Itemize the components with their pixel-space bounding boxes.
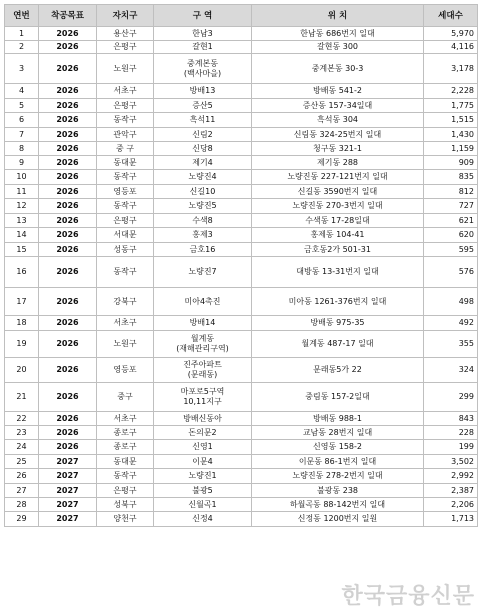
cell-location: 신길동 3590번지 일대 [252, 185, 424, 199]
table-row [5, 214, 478, 228]
cell-index: 1 [5, 27, 39, 41]
cell-location: 노량진동 278-2번지 일대 [252, 469, 424, 484]
cell-zone: 신정4 [154, 512, 252, 527]
cell-district: 강북구 [97, 288, 154, 316]
cell-zone: 노량진1 [154, 469, 252, 484]
cell-zone: 신영1 [154, 440, 252, 455]
table-row [5, 498, 478, 512]
cell-index: 6 [5, 113, 39, 128]
cell-location: 노량진동 227-121번지 일대 [252, 170, 424, 185]
cell-district: 중구 [97, 383, 154, 412]
cell-district: 관악구 [97, 128, 154, 142]
cell-location: 이문동 86-1번지 일대 [252, 455, 424, 469]
table-row [5, 228, 478, 243]
cell-target-year: 2026 [39, 228, 97, 243]
cell-households: 228 [424, 426, 478, 440]
cell-target-year: 2026 [39, 214, 97, 228]
watermark: 한국금융신문 [341, 584, 475, 609]
cell-index: 28 [5, 498, 39, 512]
cell-target-year: 2026 [39, 128, 97, 142]
cell-district: 동작구 [97, 469, 154, 484]
cell-district: 종로구 [97, 426, 154, 440]
cell-index: 22 [5, 412, 39, 426]
cell-zone: 한남3 [154, 27, 252, 41]
cell-district: 동작구 [97, 113, 154, 128]
cell-target-year: 2026 [39, 316, 97, 331]
cell-district: 은평구 [97, 99, 154, 113]
header-district: 자치구 [97, 5, 154, 27]
cell-households: 1,515 [424, 113, 478, 128]
header-target-year: 착공목표 [39, 5, 97, 27]
cell-index: 3 [5, 54, 39, 84]
cell-index: 9 [5, 156, 39, 170]
cell-location: 방배동 988-1 [252, 412, 424, 426]
cell-households: 2,387 [424, 484, 478, 498]
cell-district: 동대문 [97, 455, 154, 469]
cell-target-year: 2026 [39, 113, 97, 128]
table-row [5, 455, 478, 469]
cell-index: 13 [5, 214, 39, 228]
cell-zone: 미아4촉진 [154, 288, 252, 316]
cell-target-year: 2026 [39, 257, 97, 288]
cell-index: 7 [5, 128, 39, 142]
cell-target-year: 2027 [39, 484, 97, 498]
cell-target-year: 2026 [39, 243, 97, 257]
cell-zone: 신림2 [154, 128, 252, 142]
cell-target-year: 2026 [39, 99, 97, 113]
cell-district: 서초구 [97, 412, 154, 426]
cell-target-year: 2026 [39, 412, 97, 426]
cell-target-year: 2027 [39, 512, 97, 527]
cell-households: 835 [424, 170, 478, 185]
table-row [5, 199, 478, 214]
cell-index: 25 [5, 455, 39, 469]
cell-location: 방배동 975-35 [252, 316, 424, 331]
table-row [5, 512, 478, 527]
cell-district: 서초구 [97, 316, 154, 331]
cell-households: 492 [424, 316, 478, 331]
cell-zone: 이문4 [154, 455, 252, 469]
cell-target-year: 2026 [39, 426, 97, 440]
cell-index: 8 [5, 142, 39, 156]
cell-target-year: 2026 [39, 185, 97, 199]
table-row [5, 358, 478, 383]
table-row [5, 156, 478, 170]
cell-target-year: 2026 [39, 199, 97, 214]
cell-index: 29 [5, 512, 39, 527]
table-row [5, 484, 478, 498]
cell-location: 한남동 686번지 일대 [252, 27, 424, 41]
cell-households: 2,992 [424, 469, 478, 484]
cell-index: 17 [5, 288, 39, 316]
header-index: 연번 [5, 5, 39, 27]
cell-index: 19 [5, 331, 39, 358]
cell-district: 양천구 [97, 512, 154, 527]
cell-households: 1,775 [424, 99, 478, 113]
cell-district: 종로구 [97, 440, 154, 455]
cell-households: 498 [424, 288, 478, 316]
cell-index: 20 [5, 358, 39, 383]
cell-district: 성북구 [97, 498, 154, 512]
table-row [5, 113, 478, 128]
cell-district: 서초구 [97, 84, 154, 99]
cell-index: 10 [5, 170, 39, 185]
cell-index: 18 [5, 316, 39, 331]
header-households: 세대수 [424, 5, 478, 27]
cell-index: 16 [5, 257, 39, 288]
cell-location: 교남동 28번지 일대 [252, 426, 424, 440]
table-row [5, 128, 478, 142]
table-row [5, 54, 478, 84]
cell-target-year: 2027 [39, 498, 97, 512]
cell-households: 843 [424, 412, 478, 426]
cell-index: 14 [5, 228, 39, 243]
cell-location: 제기동 288 [252, 156, 424, 170]
table-row [5, 316, 478, 331]
cell-households: 1,713 [424, 512, 478, 527]
cell-zone: 제기4 [154, 156, 252, 170]
cell-district: 동작구 [97, 257, 154, 288]
cell-district: 동대문 [97, 156, 154, 170]
cell-district: 은평구 [97, 214, 154, 228]
cell-index: 21 [5, 383, 39, 412]
table-row [5, 142, 478, 156]
cell-district: 동작구 [97, 170, 154, 185]
cell-district: 동작구 [97, 199, 154, 214]
cell-households: 4,116 [424, 41, 478, 54]
cell-zone: 신월곡1 [154, 498, 252, 512]
cell-zone: 불광5 [154, 484, 252, 498]
cell-location: 갈현동 300 [252, 41, 424, 54]
cell-location: 흑석동 304 [252, 113, 424, 128]
cell-index: 26 [5, 469, 39, 484]
cell-zone: 신길10 [154, 185, 252, 199]
header-zone: 구 역 [154, 5, 252, 27]
cell-target-year: 2026 [39, 142, 97, 156]
cell-target-year: 2026 [39, 156, 97, 170]
cell-zone: 금호16 [154, 243, 252, 257]
table-row [5, 99, 478, 113]
table-row [5, 243, 478, 257]
cell-index: 27 [5, 484, 39, 498]
cell-zone: 노량진7 [154, 257, 252, 288]
cell-district: 노원구 [97, 331, 154, 358]
table-body [5, 27, 478, 527]
cell-zone: 방배신동아 [154, 412, 252, 426]
cell-district: 은평구 [97, 41, 154, 54]
table-row [5, 257, 478, 288]
cell-zone: 중계본동 (백사마을) [154, 54, 252, 84]
cell-index: 5 [5, 99, 39, 113]
header-row [5, 5, 478, 27]
cell-location: 불광동 238 [252, 484, 424, 498]
cell-households: 5,970 [424, 27, 478, 41]
cell-district: 은평구 [97, 484, 154, 498]
cell-district: 용산구 [97, 27, 154, 41]
cell-households: 199 [424, 440, 478, 455]
cell-district: 성동구 [97, 243, 154, 257]
table-row [5, 331, 478, 358]
cell-zone: 월계동 (재해관리구역) [154, 331, 252, 358]
cell-households: 299 [424, 383, 478, 412]
cell-zone: 홍제3 [154, 228, 252, 243]
cell-households: 909 [424, 156, 478, 170]
cell-target-year: 2026 [39, 170, 97, 185]
cell-index: 12 [5, 199, 39, 214]
cell-index: 24 [5, 440, 39, 455]
cell-district: 서대문 [97, 228, 154, 243]
cell-target-year: 2026 [39, 41, 97, 54]
table-row [5, 383, 478, 412]
cell-zone: 마포로5구역 10,11지구 [154, 383, 252, 412]
cell-zone: 흑석11 [154, 113, 252, 128]
table-header [5, 5, 478, 27]
cell-target-year: 2026 [39, 84, 97, 99]
cell-households: 812 [424, 185, 478, 199]
cell-zone: 방배14 [154, 316, 252, 331]
cell-target-year: 2026 [39, 383, 97, 412]
cell-households: 2,206 [424, 498, 478, 512]
cell-index: 2 [5, 41, 39, 54]
cell-location: 하월곡동 88-142번지 일대 [252, 498, 424, 512]
table-row [5, 41, 478, 54]
cell-location: 금호동2가 501-31 [252, 243, 424, 257]
cell-households: 3,502 [424, 455, 478, 469]
cell-district: 영등포 [97, 185, 154, 199]
table-row [5, 84, 478, 99]
table-row [5, 440, 478, 455]
cell-target-year: 2026 [39, 288, 97, 316]
cell-location: 월계동 487-17 일대 [252, 331, 424, 358]
cell-target-year: 2027 [39, 469, 97, 484]
cell-location: 수색동 17-28일대 [252, 214, 424, 228]
table-row [5, 288, 478, 316]
cell-location: 문래동5가 22 [252, 358, 424, 383]
cell-target-year: 2026 [39, 27, 97, 41]
cell-households: 595 [424, 243, 478, 257]
cell-households: 576 [424, 257, 478, 288]
header-location: 위 치 [252, 5, 424, 27]
cell-households: 621 [424, 214, 478, 228]
cell-households: 727 [424, 199, 478, 214]
table-row [5, 170, 478, 185]
cell-location: 중림동 157-2일대 [252, 383, 424, 412]
cell-location: 노량진동 270-3번지 일대 [252, 199, 424, 214]
cell-households: 620 [424, 228, 478, 243]
cell-district: 중 구 [97, 142, 154, 156]
cell-district: 노원구 [97, 54, 154, 84]
cell-target-year: 2026 [39, 54, 97, 84]
table-row [5, 185, 478, 199]
cell-index: 4 [5, 84, 39, 99]
cell-location: 방배동 541-2 [252, 84, 424, 99]
cell-location: 신정동 1200번지 일원 [252, 512, 424, 527]
cell-households: 324 [424, 358, 478, 383]
cell-zone: 진주아파트 (문래동) [154, 358, 252, 383]
cell-location: 대방동 13-31번지 일대 [252, 257, 424, 288]
cell-households: 1,159 [424, 142, 478, 156]
cell-zone: 돈의문2 [154, 426, 252, 440]
cell-index: 15 [5, 243, 39, 257]
cell-target-year: 2026 [39, 358, 97, 383]
cell-district: 영등포 [97, 358, 154, 383]
cell-location: 신림동 324-25번지 일대 [252, 128, 424, 142]
cell-location: 청구동 321-1 [252, 142, 424, 156]
table-row [5, 27, 478, 41]
cell-households: 2,228 [424, 84, 478, 99]
cell-location: 미아동 1261-376번지 일대 [252, 288, 424, 316]
redevelopment-schedule-table [4, 4, 478, 527]
cell-location: 홍제동 104-41 [252, 228, 424, 243]
cell-target-year: 2026 [39, 331, 97, 358]
cell-zone: 신당8 [154, 142, 252, 156]
cell-zone: 증산5 [154, 99, 252, 113]
cell-zone: 노량진5 [154, 199, 252, 214]
cell-location: 증산동 157-34일대 [252, 99, 424, 113]
table-row [5, 426, 478, 440]
cell-location: 중계본동 30-3 [252, 54, 424, 84]
cell-zone: 수색8 [154, 214, 252, 228]
cell-location: 신영동 158-2 [252, 440, 424, 455]
table-row [5, 412, 478, 426]
cell-target-year: 2027 [39, 455, 97, 469]
cell-zone: 갈현1 [154, 41, 252, 54]
cell-index: 23 [5, 426, 39, 440]
cell-index: 11 [5, 185, 39, 199]
cell-zone: 방배13 [154, 84, 252, 99]
cell-households: 355 [424, 331, 478, 358]
table-row [5, 469, 478, 484]
cell-households: 3,178 [424, 54, 478, 84]
cell-zone: 노량진4 [154, 170, 252, 185]
cell-target-year: 2026 [39, 440, 97, 455]
cell-households: 1,430 [424, 128, 478, 142]
